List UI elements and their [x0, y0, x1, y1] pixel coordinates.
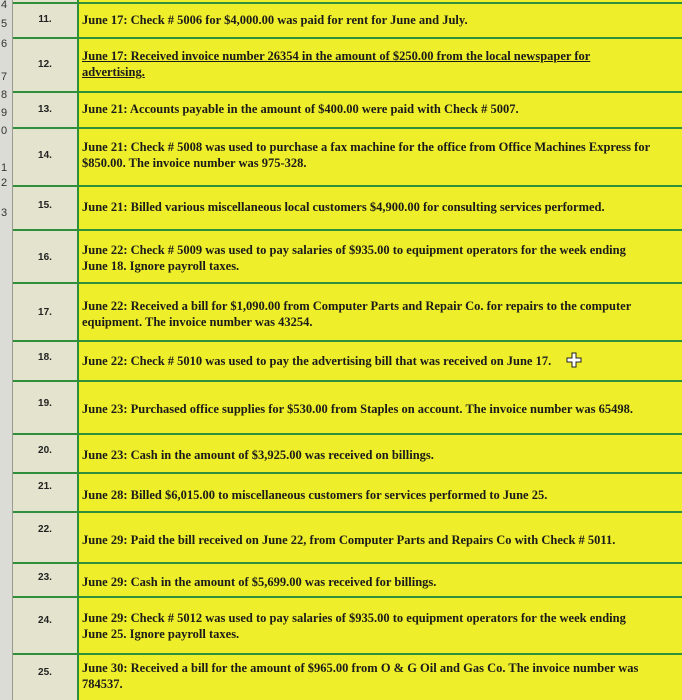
row-divider — [13, 37, 682, 39]
item-description[interactable]: June 29: Cash in the amount of $5,699.00 was received for billings. — [82, 575, 437, 589]
item-number[interactable]: 20. — [38, 445, 52, 456]
row-divider — [13, 282, 682, 284]
item-number[interactable]: 22. — [38, 524, 52, 535]
row-header[interactable]: 9 — [1, 107, 8, 119]
item-number[interactable]: 12. — [38, 59, 52, 70]
row-header[interactable]: 1 — [1, 162, 8, 174]
item-number[interactable]: 17. — [38, 307, 52, 318]
item-description[interactable]: June 22: Received a bill for $1,090.00 from Computer Parts and Repair Co. for repairs to the computer equipment. The invoice number was 43254. — [82, 299, 632, 329]
item-description[interactable]: June 23: Purchased office supplies for $530.00 from Staples on account. The invoice number was 65498. — [82, 402, 633, 416]
item-description[interactable]: June 21: Billed various miscellaneous local customers $4,900.00 for consulting services performed. — [82, 200, 605, 214]
row-divider — [13, 653, 682, 655]
row-divider — [13, 562, 682, 564]
row-header[interactable]: 0 — [1, 125, 8, 137]
row-divider — [13, 511, 682, 513]
row-header[interactable]: 8 — [1, 89, 8, 101]
item-number[interactable]: 24. — [38, 615, 52, 626]
row-header[interactable]: 6 — [1, 38, 8, 50]
row-header[interactable]: 7 — [1, 71, 8, 83]
item-number[interactable]: 25. — [38, 667, 52, 678]
item-description[interactable]: June 21: Check # 5008 was used to purchase a fax machine for the office from Office Machines Express for $850.00. The invoice number was 975-328. — [82, 140, 651, 170]
crosshair-cursor-icon — [566, 352, 582, 368]
item-description[interactable]: June 28: Billed $6,015.00 to miscellaneous customers for services performed to June 25. — [82, 488, 548, 502]
row-header-column — [0, 0, 13, 700]
row-divider — [13, 91, 682, 93]
row-divider — [13, 229, 682, 231]
item-number[interactable]: 13. — [38, 104, 52, 115]
column-divider — [77, 0, 79, 700]
row-divider — [13, 433, 682, 435]
item-description[interactable]: June 17: Received invoice number 26354 in the amount of $250.00 from the local newspaper for advertising. — [82, 49, 591, 79]
item-description[interactable]: June 21: Accounts payable in the amount of $400.00 were paid with Check # 5007. — [82, 102, 519, 116]
item-description[interactable]: June 23: Cash in the amount of $3,925.00 was received on billings. — [82, 448, 434, 462]
item-number[interactable]: 11. — [38, 14, 52, 25]
item-number[interactable]: 19. — [38, 398, 52, 409]
item-number[interactable]: 18. — [38, 352, 52, 363]
row-divider — [13, 596, 682, 598]
row-divider — [13, 340, 682, 342]
item-description[interactable]: June 22: Check # 5010 was used to pay the advertising bill that was received on June 17. — [82, 354, 552, 368]
item-description[interactable]: June 22: Check # 5009 was used to pay salaries of $935.00 to equipment operators for the week ending June 18. Ignore payroll taxes. — [82, 243, 626, 273]
row-header[interactable]: 2 — [1, 177, 8, 189]
item-number[interactable]: 23. — [38, 572, 52, 583]
row-header[interactable]: 3 — [1, 207, 8, 219]
item-description[interactable]: June 17: Check # 5006 for $4,000.00 was paid for rent for June and July. — [82, 13, 468, 27]
item-number[interactable]: 15. — [38, 200, 52, 211]
row-divider — [13, 185, 682, 187]
item-description[interactable]: June 29: Check # 5012 was used to pay salaries of $935.00 to equipment operators for the week ending June 25. Ignore payroll taxes. — [82, 611, 626, 641]
item-number[interactable]: 16. — [38, 252, 52, 263]
row-divider — [13, 380, 682, 382]
item-number[interactable]: 14. — [38, 150, 52, 161]
row-divider — [13, 127, 682, 129]
item-description[interactable]: June 30: Received a bill for the amount of $965.00 from O & G Oil and Gas Co. The invoice number was 784537. — [82, 661, 639, 691]
item-number[interactable]: 21. — [38, 481, 52, 492]
row-header[interactable]: 5 — [1, 18, 8, 30]
row-divider — [13, 472, 682, 474]
row-divider — [13, 2, 682, 4]
row-header[interactable]: 4 — [1, 0, 8, 11]
item-description[interactable]: June 29: Paid the bill received on June 22, from Computer Parts and Repairs Co with Check # 5011. — [82, 533, 616, 547]
